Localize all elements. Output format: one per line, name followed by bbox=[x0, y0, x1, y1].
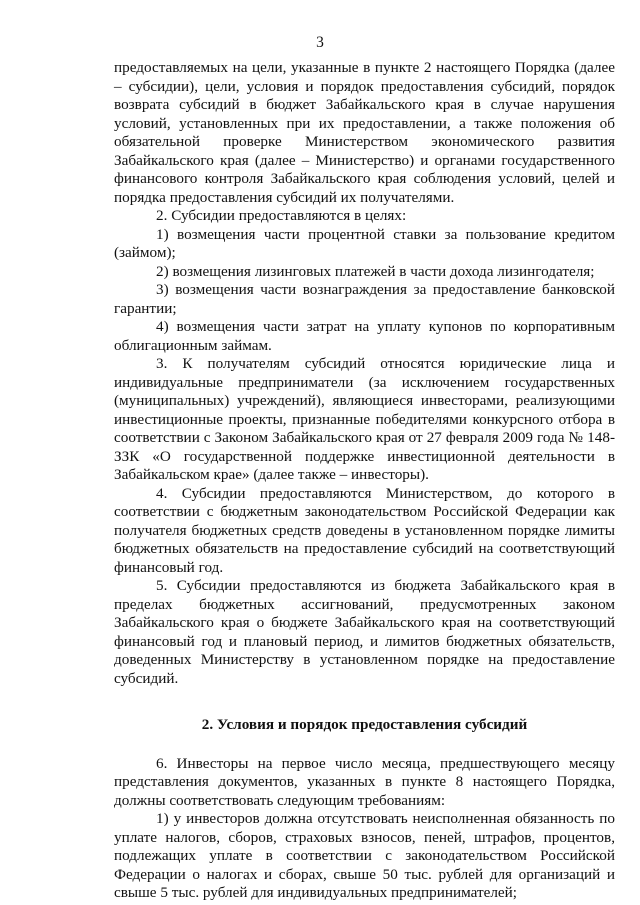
paragraph-subitem-1: 1) возмещения части процентной ставки за пользование кредитом (займом); bbox=[114, 225, 615, 261]
paragraph-intro-continuation: предоставляемых на цели, указанные в пункте 2 настоящего Порядка (далее – субсидии), цели, условия и порядок предоставления субсидий, порядок возврата субсидий в бюджет Забайкальского края в случае нарушения условий, установленных при их предоставлении, а также положения об обязательной проверке Министерством экономического развития Забайкальского края (далее – Министерство) и органами государственного финансового контроля Забайкальского края соблюдения условий, целей и порядка предоставления субсидий их получателями. bbox=[114, 59, 615, 206]
paragraph-item-3: 3. К получателям субсидий относятся юридические лица и индивидуальные предприниматели (за исключением государственных (муниципальных) учреждений), являющиеся инвесторами, реализующими инвестиционные проекты, признанные победителями конкурсного отбора в соответствии с Законом Забайкальского края от 27 февраля 2009 года № 148-ЗЗК «О государственной поддержке инвестиционной деятельности в Забайкальском крае» (далее также – инвесторы). bbox=[114, 355, 615, 483]
paragraph-item-2: 2. Субсидии предоставляются в целях: bbox=[156, 207, 407, 224]
page-number: 3 bbox=[316, 34, 324, 51]
document-body bbox=[114, 59, 615, 903]
paragraph-item-6: 6. Инвесторы на первое число месяца, предшествующего месяцу представления документов, указанных в пункте 8 настоящего Порядка, должны соответствовать следующим требованиям: bbox=[114, 754, 615, 809]
paragraph-item-6-subitem-1: 1) у инвесторов должна отсутствовать неисполненная обязанность по уплате налогов, сборов, страховых взносов, пеней, штрафов, процентов, подлежащих уплате в соответствии с законодательством Российской Федерации о налогах и сборах, свыше 50 тыс. рублей для организаций и свыше 5 тыс. рублей для индивидуальных предпринимателей; bbox=[114, 810, 615, 901]
paragraph-subitem-3: 3) возмещения части вознаграждения за предоставление банковской гарантии; bbox=[114, 281, 615, 317]
paragraph-subitem-2: 2) возмещения лизинговых платежей в части дохода лизингодателя; bbox=[156, 262, 595, 280]
paragraph-subitem-4: 4) возмещения части затрат на уплату купонов по корпоративным облигационным займам. bbox=[114, 318, 615, 354]
paragraph-item-4: 4. Субсидии предоставляются Министерством, до которого в соответствии с бюджетным законодательством Российской Федерации как получателя бюджетных средств доведены в установленном порядке лимиты бюджетных обязательств на предоставление субсидий на соответствующий финансовый год. bbox=[114, 484, 615, 576]
paragraph-item-5: 5. Субсидии предоставляются из бюджета Забайкальского края в пределах бюджетных ассигнований, предусмотренных законом Забайкальского края о бюджете Забайкальского края на соответствующий финансовый год и плановый период, и лимитов бюджетных обязательств, доведенных Министерству в установленном порядке на предоставление субсидий. bbox=[114, 577, 615, 687]
section-heading: 2. Условия и порядок предоставления субсидий bbox=[201, 716, 528, 733]
